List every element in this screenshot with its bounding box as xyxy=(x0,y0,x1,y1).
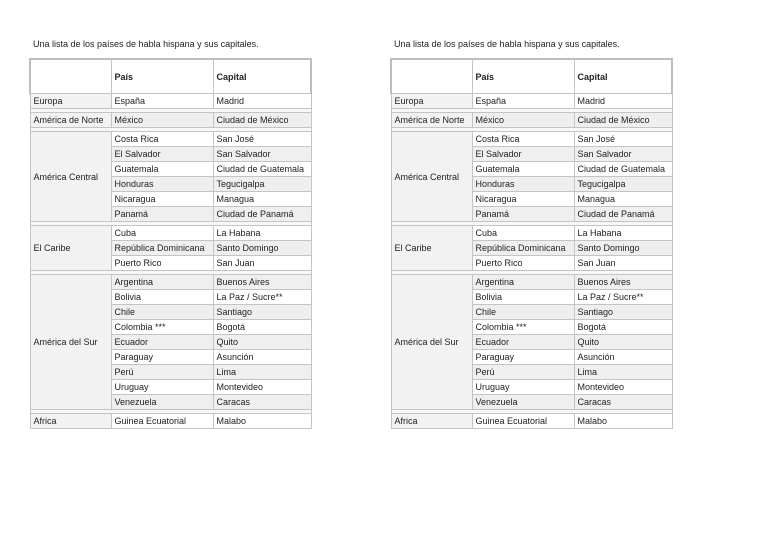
region-cell: América Central xyxy=(30,132,111,222)
capital-cell: La Habana xyxy=(213,226,311,241)
country-cell: Puerto Rico xyxy=(111,256,213,271)
country-cell: México xyxy=(111,113,213,128)
table-row xyxy=(30,275,311,290)
country-cell: Nicaragua xyxy=(111,192,213,207)
country-cell: Chile xyxy=(472,305,574,320)
capital-cell: Santo Domingo xyxy=(213,241,311,256)
capital-cell: Ciudad de México xyxy=(574,113,672,128)
country-cell: Perú xyxy=(472,365,574,380)
capital-cell: Santiago xyxy=(574,305,672,320)
header-row xyxy=(30,59,311,94)
capital-cell: Ciudad de Panamá xyxy=(574,207,672,222)
country-cell: Honduras xyxy=(111,177,213,192)
table-row xyxy=(30,414,311,429)
capital-cell: Bogotá xyxy=(574,320,672,335)
country-cell: Cuba xyxy=(111,226,213,241)
country-cell: Guinea Ecuatorial xyxy=(111,414,213,429)
header-row xyxy=(391,59,672,94)
country-cell: Argentina xyxy=(472,275,574,290)
country-cell: España xyxy=(472,94,574,109)
table-caption: Una lista de los países de habla hispana y sus capitales. xyxy=(33,39,259,49)
country-cell: Panamá xyxy=(472,207,574,222)
region-cell: América del Sur xyxy=(391,275,472,410)
capital-cell: Ciudad de Panamá xyxy=(213,207,311,222)
capital-cell: La Paz / Sucre** xyxy=(574,290,672,305)
capital-cell: Ciudad de México xyxy=(213,113,311,128)
country-cell: Perú xyxy=(111,365,213,380)
capital-cell: San José xyxy=(213,132,311,147)
capital-cell: Malabo xyxy=(213,414,311,429)
capital-cell: Caracas xyxy=(213,395,311,410)
country-cell: Costa Rica xyxy=(472,132,574,147)
region-cell: América de Norte xyxy=(391,113,472,128)
country-cell: Guinea Ecuatorial xyxy=(472,414,574,429)
capital-cell: Bogotá xyxy=(213,320,311,335)
region-cell: Africa xyxy=(391,414,472,429)
table-body xyxy=(391,94,672,429)
country-cell: Bolivia xyxy=(111,290,213,305)
capital-cell: Asunción xyxy=(213,350,311,365)
capital-cell: Buenos Aires xyxy=(574,275,672,290)
capital-cell: Managua xyxy=(213,192,311,207)
table-row xyxy=(30,226,311,241)
country-cell: Colombia *** xyxy=(111,320,213,335)
country-cell: Argentina xyxy=(111,275,213,290)
capital-cell: San Salvador xyxy=(213,147,311,162)
country-cell: Honduras xyxy=(472,177,574,192)
country-cell: El Salvador xyxy=(472,147,574,162)
table-caption: Una lista de los países de habla hispana y sus capitales. xyxy=(394,39,620,49)
country-cell: Cuba xyxy=(472,226,574,241)
capital-cell: Montevideo xyxy=(213,380,311,395)
country-cell: Ecuador xyxy=(111,335,213,350)
capital-cell: Managua xyxy=(574,192,672,207)
country-cell: Uruguay xyxy=(111,380,213,395)
capital-cell: Quito xyxy=(574,335,672,350)
country-cell: Venezuela xyxy=(472,395,574,410)
country-cell: Guatemala xyxy=(111,162,213,177)
capital-cell: Lima xyxy=(213,365,311,380)
region-cell: Europa xyxy=(30,94,111,109)
capital-cell: Santiago xyxy=(213,305,311,320)
country-cell: Puerto Rico xyxy=(472,256,574,271)
country-cell: España xyxy=(111,94,213,109)
header-capital: Capital xyxy=(574,59,672,94)
region-cell: América Central xyxy=(391,132,472,222)
capital-cell: La Paz / Sucre** xyxy=(213,290,311,305)
country-cell: Paraguay xyxy=(472,350,574,365)
table-row xyxy=(391,113,672,128)
capital-cell: Ciudad de Guatemala xyxy=(574,162,672,177)
table-row xyxy=(391,414,672,429)
header-region xyxy=(30,59,111,94)
country-cell: República Dominicana xyxy=(472,241,574,256)
country-cell: Guatemala xyxy=(472,162,574,177)
country-cell: Uruguay xyxy=(472,380,574,395)
header-capital: Capital xyxy=(213,59,311,94)
capital-cell: Montevideo xyxy=(574,380,672,395)
capital-cell: Caracas xyxy=(574,395,672,410)
table-row xyxy=(391,226,672,241)
country-cell: Bolivia xyxy=(472,290,574,305)
country-cell: República Dominicana xyxy=(111,241,213,256)
table-row xyxy=(30,94,311,109)
table-row xyxy=(391,275,672,290)
capital-cell: Santo Domingo xyxy=(574,241,672,256)
table-row xyxy=(30,132,311,147)
country-cell: Ecuador xyxy=(472,335,574,350)
capital-cell: San Juan xyxy=(574,256,672,271)
capital-cell: Asunción xyxy=(574,350,672,365)
capital-cell: Madrid xyxy=(574,94,672,109)
country-cell: El Salvador xyxy=(111,147,213,162)
region-cell: El Caribe xyxy=(30,226,111,271)
countries-table xyxy=(29,58,312,429)
country-cell: Nicaragua xyxy=(472,192,574,207)
capital-cell: Lima xyxy=(574,365,672,380)
capital-cell: San Salvador xyxy=(574,147,672,162)
countries-table xyxy=(390,58,673,429)
region-cell: América de Norte xyxy=(30,113,111,128)
table-row xyxy=(391,132,672,147)
capital-cell: San José xyxy=(574,132,672,147)
table-row xyxy=(391,94,672,109)
table-row xyxy=(30,113,311,128)
country-cell: Panamá xyxy=(111,207,213,222)
country-cell: Chile xyxy=(111,305,213,320)
capital-cell: Tegucigalpa xyxy=(213,177,311,192)
capital-cell: Madrid xyxy=(213,94,311,109)
capital-cell: La Habana xyxy=(574,226,672,241)
country-cell: México xyxy=(472,113,574,128)
region-cell: Europa xyxy=(391,94,472,109)
country-cell: Colombia *** xyxy=(472,320,574,335)
header-region xyxy=(391,59,472,94)
capital-cell: San Juan xyxy=(213,256,311,271)
capital-cell: Buenos Aires xyxy=(213,275,311,290)
region-cell: América del Sur xyxy=(30,275,111,410)
header-country: País xyxy=(472,59,574,94)
capital-cell: Ciudad de Guatemala xyxy=(213,162,311,177)
region-cell: El Caribe xyxy=(391,226,472,271)
capital-cell: Tegucigalpa xyxy=(574,177,672,192)
region-cell: Africa xyxy=(30,414,111,429)
table-body xyxy=(30,94,311,429)
country-cell: Paraguay xyxy=(111,350,213,365)
header-country: País xyxy=(111,59,213,94)
country-cell: Costa Rica xyxy=(111,132,213,147)
capital-cell: Malabo xyxy=(574,414,672,429)
capital-cell: Quito xyxy=(213,335,311,350)
country-cell: Venezuela xyxy=(111,395,213,410)
